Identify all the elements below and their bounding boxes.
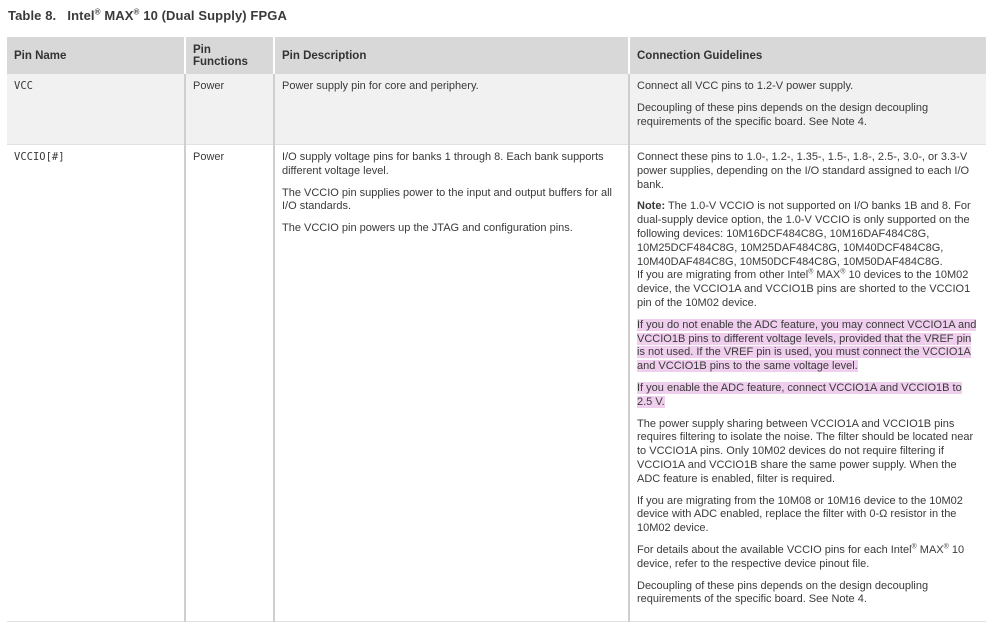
note-text: Note: The 1.0-V VCCIO is not supported on I/O banks 1B and 8. For dual-supply device option, the 1.0-V VCCIO is only supported on the following devices: 10M16DCF484C8G, 10M16DAF484C8G, 10M25DCF484C8G, 10M25DAF484C8G, 10M40DCF484C8G, 10M40DAF484C8G, 10M50DCF484C8G, 10M50DAF484C8G. xyxy=(637,200,971,268)
guideline-text: Connect these pins to 1.0-, 1.2-, 1.35-, 1.5-, 1.8-, 2.5-, 3.0-, or 3.3-V power supplies, depending on the I/O standard assigned to each I/O bank. xyxy=(637,151,970,191)
table-header-row xyxy=(7,37,986,74)
description-text: The VCCIO pin powers up the JTAG and configuration pins. xyxy=(282,222,573,235)
description-text: Power supply pin for core and periphery. xyxy=(282,80,479,92)
guideline-text: The power supply sharing between VCCIO1A and VCCIO1B pins requires filtering to isolate the noise. The filter should be located near to VCCIO1A pins. Only 10M02 devices do not require filtering if VCCIO1A and VCCIO1B share the same power supply. When the ADC feature is enabled, filter is required. xyxy=(637,417,974,485)
guideline-text: Decoupling of these pins depends on the design decoupling requirements of the specific board. See Note 4. xyxy=(637,101,929,128)
table-row xyxy=(7,145,986,622)
details-text: For details about the available VCCIO pins for each Intel® MAX® 10 device, refer to the respective device pinout file. xyxy=(637,543,965,570)
connection-guidelines-cell xyxy=(629,74,986,145)
guideline-text: Decoupling of these pins depends on the design decoupling requirements of the specific board. See Note 4. xyxy=(637,579,929,606)
note-label: Note: xyxy=(637,200,666,213)
pin-function-cell: Power xyxy=(185,74,274,145)
header-pin-name: Pin Name xyxy=(7,37,185,74)
pin-table xyxy=(7,37,986,622)
highlighted-adc-enabled-text: If you enable the ADC feature, connect VCCIO1A and VCCIO1B to 2.5 V. xyxy=(637,381,962,408)
migration-text: If you are migrating from other Intel® MAX® 10 devices to the 10M02 device, the VCCIO1A and VCCIO1B pins are shorted to the VCCIO1 pin of the 10M02 device. xyxy=(637,268,971,309)
description-text: I/O supply voltage pins for banks 1 through 8. Each bank supports different voltage level. xyxy=(282,151,604,177)
pin-name-cell: VCCIO[#] xyxy=(7,145,185,622)
table-row xyxy=(7,74,986,145)
connection-guidelines-cell xyxy=(629,145,986,622)
table-caption: Table 8. Intel® MAX® 10 (Dual Supply) FPGA xyxy=(8,7,287,23)
pin-function-cell: Power xyxy=(185,145,274,622)
pin-description-cell xyxy=(274,74,629,145)
highlighted-adc-disabled-text: If you do not enable the ADC feature, you may connect VCCIO1A and VCCIO1B pins to different voltage levels, provided that the VREF pin is not used. If the VREF pin is used, you must connect the VCCIO1A and VCCIO1B pins to the same voltage level. xyxy=(637,318,977,373)
header-connection-guidelines: Connection Guidelines xyxy=(629,37,986,74)
pin-name-cell: VCC xyxy=(7,74,185,145)
guideline-text: Connect all VCC pins to 1.2-V power supply. xyxy=(637,80,854,92)
pin-description-cell xyxy=(274,145,629,622)
header-pin-description: Pin Description xyxy=(274,37,629,74)
header-pin-functions: Pin Functions xyxy=(185,37,274,74)
description-text: The VCCIO pin supplies power to the input and output buffers for all I/O standards. xyxy=(282,186,612,213)
guideline-text: If you are migrating from the 10M08 or 10M16 device to the 10M02 device with ADC enabled, replace the filter with 0-Ω resistor in the 10M02 device. xyxy=(637,494,963,535)
